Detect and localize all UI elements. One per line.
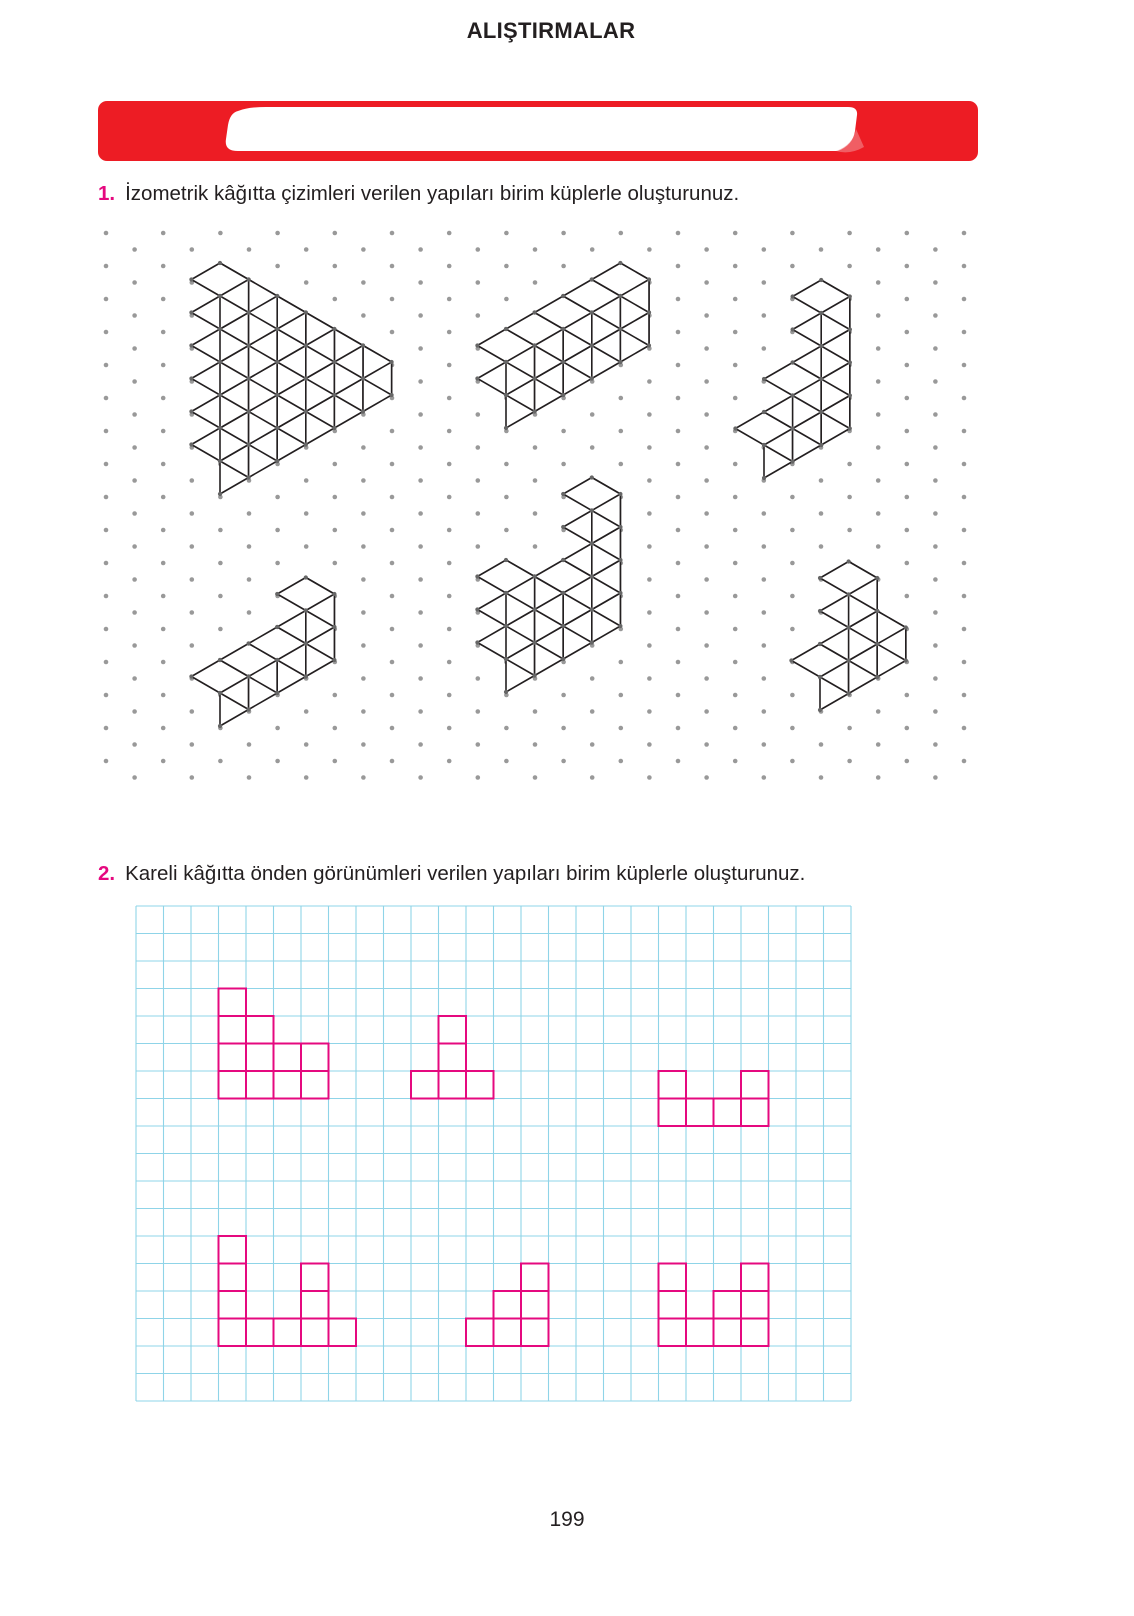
front-view-cell (219, 1016, 247, 1044)
front-view-cell (741, 1099, 769, 1127)
front-view-cell (714, 1319, 742, 1347)
front-view-cell (246, 1071, 274, 1099)
front-view-cell (466, 1319, 494, 1347)
front-view-cell (741, 1319, 769, 1347)
front-view-cell (714, 1099, 742, 1127)
front-view-cell (659, 1291, 687, 1319)
front-view-cell (219, 1071, 247, 1099)
front-view-cell (521, 1319, 549, 1347)
front-view-cell (301, 1071, 329, 1099)
front-view-cell (439, 1016, 467, 1044)
front-view-cell (686, 1319, 714, 1347)
front-view-cell (714, 1291, 742, 1319)
front-view-cell (439, 1071, 467, 1099)
front-view-cell (659, 1099, 687, 1127)
front-view-cell (219, 989, 247, 1017)
front-view-cell (219, 1044, 247, 1072)
front-view-cell (659, 1264, 687, 1292)
front-view-cell (686, 1099, 714, 1127)
question-1-number: 1. (98, 182, 116, 205)
front-view-cell (521, 1264, 549, 1292)
front-view-cell (246, 1319, 274, 1347)
front-view-shape (411, 1016, 494, 1099)
front-view-shape (466, 1264, 549, 1347)
front-view-cell (301, 1044, 329, 1072)
front-view-cell (659, 1071, 687, 1099)
front-view-cell (301, 1291, 329, 1319)
section-title: ALIŞTIRMALAR (466, 18, 636, 43)
question-2-text: Kareli kâğıtta önden görünümleri verilen yapıları birim küplerle oluşturunuz. (125, 862, 806, 885)
front-view-cell (246, 1016, 274, 1044)
front-view-cell (494, 1291, 522, 1319)
front-view-cell (219, 1264, 247, 1292)
front-view-cell (741, 1071, 769, 1099)
front-view-cell (494, 1319, 522, 1347)
front-view-cell (246, 1044, 274, 1072)
front-view-cell (274, 1319, 302, 1347)
front-view-cell (219, 1236, 247, 1264)
question-2-number: 2. (98, 862, 116, 885)
front-view-cell (274, 1044, 302, 1072)
front-view-cell (659, 1319, 687, 1347)
front-view-cell (219, 1291, 247, 1319)
front-view-cell (741, 1264, 769, 1292)
front-view-cell (466, 1071, 494, 1099)
front-view-cell (741, 1291, 769, 1319)
front-view-cell (439, 1044, 467, 1072)
front-view-cell (301, 1264, 329, 1292)
front-view-cell (521, 1291, 549, 1319)
front-view-cell (219, 1319, 247, 1347)
question-1-text: İzometrik kâğıtta çizimleri verilen yapıları birim küplerle oluşturunuz. (125, 182, 740, 205)
page-number: 199 (549, 1508, 585, 1531)
front-view-cell (329, 1319, 357, 1347)
front-view-cell (301, 1319, 329, 1347)
front-view-cell (274, 1071, 302, 1099)
front-view-cell (411, 1071, 439, 1099)
